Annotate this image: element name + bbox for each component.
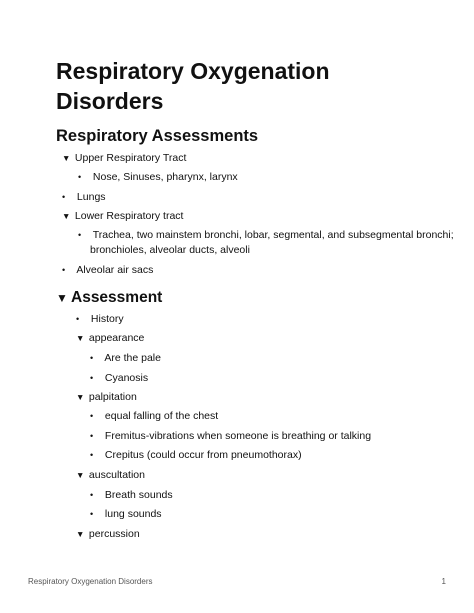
- bullet-icon: •: [62, 265, 66, 275]
- triangle-down-icon: ▼: [62, 211, 71, 221]
- list-item: • Fremitus-vibrations when someone is breathing or talking: [90, 430, 372, 442]
- triangle-down-icon: ▼: [56, 291, 68, 305]
- toggle-upper-respiratory[interactable]: [62, 151, 186, 166]
- toggle-appearance[interactable]: ▼ appearance: [76, 332, 145, 344]
- toggle-auscultation[interactable]: ▼ auscultation: [76, 469, 145, 481]
- bullet-icon: •: [90, 411, 94, 421]
- triangle-down-icon: ▼: [62, 153, 71, 163]
- bullet-icon: •: [78, 172, 82, 182]
- list-item: • Crepitus (could occur from pneumothorax): [90, 449, 302, 461]
- triangle-down-icon: ▼: [76, 392, 85, 402]
- list-item: • Breath sounds: [90, 489, 173, 501]
- toggle-label: Lower Respiratory tract: [74, 210, 184, 222]
- bullet-icon: •: [90, 373, 94, 383]
- list-item: • Nose, Sinuses, pharynx, larynx: [78, 171, 238, 183]
- bullet-icon: •: [78, 230, 82, 240]
- triangle-down-icon: ▼: [76, 470, 85, 480]
- toggle-heading-assessment[interactable]: ▼ Assessment: [56, 289, 163, 306]
- bullet-icon: •: [62, 192, 66, 202]
- toggle-percussion[interactable]: ▼ percussion: [76, 528, 140, 540]
- bullet-icon: •: [90, 490, 94, 500]
- list-item-continuation: bronchioles, alveolar ducts, alveoli: [90, 244, 250, 256]
- triangle-down-icon: ▼: [76, 529, 85, 539]
- triangle-down-icon: ▼: [76, 333, 85, 343]
- heading-respiratory-assessments: Respiratory Assessments: [56, 127, 259, 145]
- bullet-icon: •: [90, 509, 94, 519]
- bullet-icon: •: [90, 353, 94, 363]
- toggle-label: Upper Respiratory Tract: [74, 152, 187, 164]
- bullet-icon: •: [90, 450, 94, 460]
- bullet-icon: •: [90, 431, 94, 441]
- page-title: Respiratory Oxygenation Disorders: [56, 58, 330, 114]
- footer-title: Respiratory Oxygenation Disorders: [28, 577, 153, 586]
- list-item: • Cyanosis: [90, 372, 149, 384]
- list-item: • equal falling of the chest: [90, 410, 219, 422]
- list-item: • Lungs: [62, 191, 106, 203]
- list-item: • lung sounds: [90, 508, 162, 520]
- page-number: 1: [441, 577, 446, 586]
- toggle-palpitation[interactable]: ▼ palpitation: [76, 391, 137, 403]
- toggle-lower-respiratory[interactable]: [62, 209, 183, 224]
- bullet-icon: •: [76, 314, 80, 324]
- list-item: • History: [76, 313, 124, 325]
- list-item: • Alveolar air sacs: [62, 264, 154, 276]
- list-item: • Are the pale: [90, 352, 161, 364]
- list-item: • Trachea, two mainstem bronchi, lobar, segmental, and subsegmental bronchi;: [78, 229, 454, 241]
